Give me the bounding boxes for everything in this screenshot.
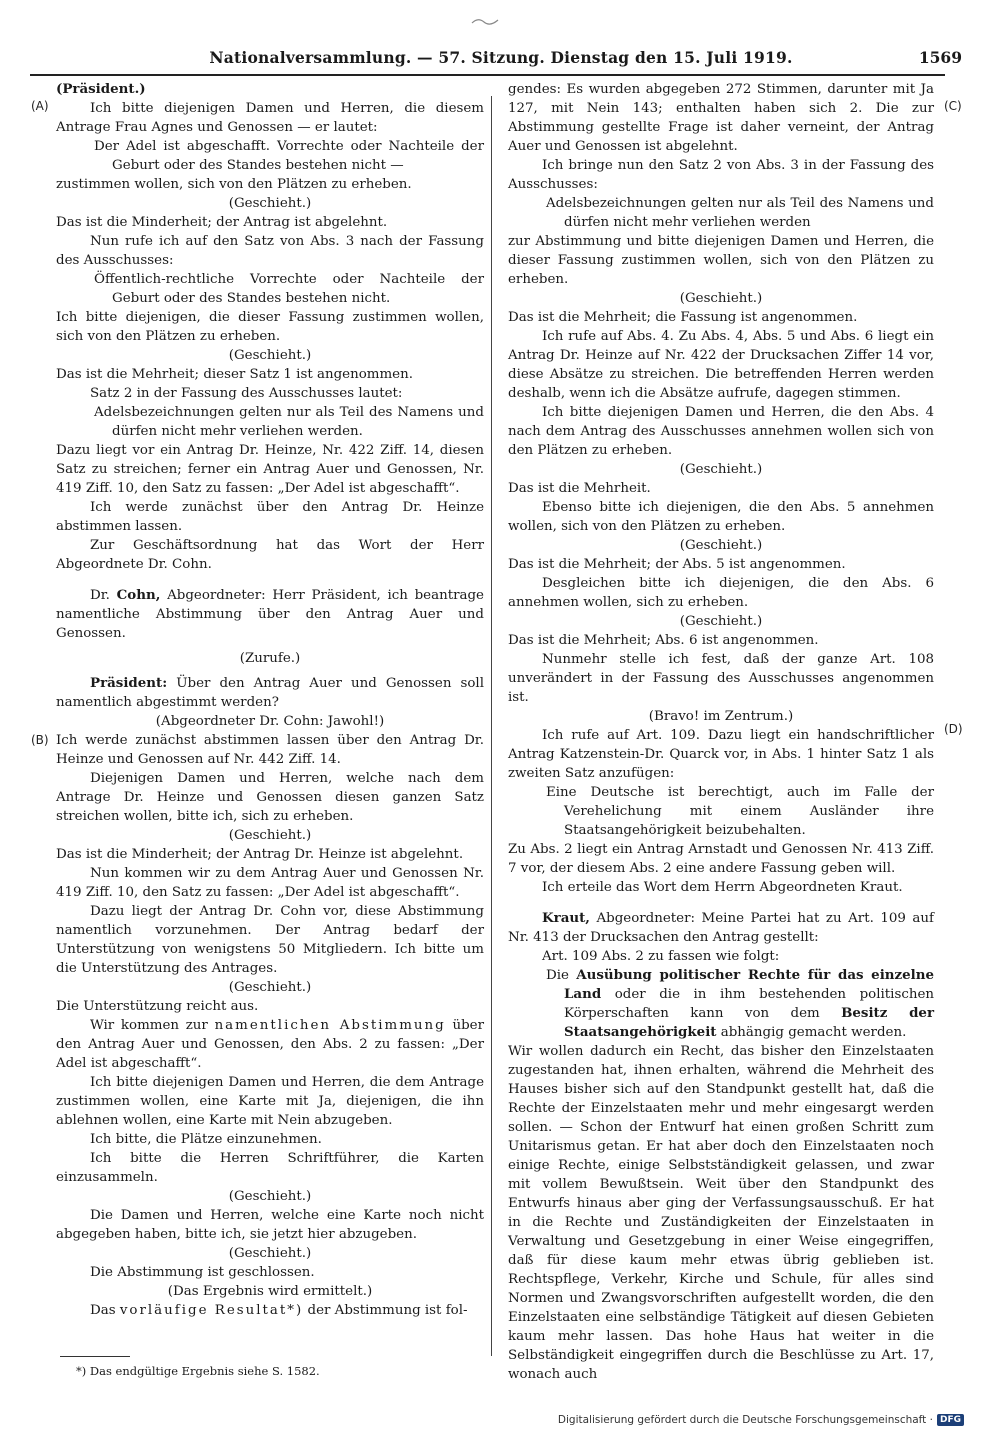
text-run: über den Antrag Auer und Genossen, den Abs. 2 zu fassen: „Der Adel ist abgeschafft“.	[56, 1018, 484, 1071]
stage-direction: (Geschieht.)	[679, 614, 763, 629]
paragraph: gendes: Es wurden abgegeben 272 Stimmen, darunter mit Ja 127, mit Nein 143; enthalten haben sich 2. Die zur Abstimmung gestellte Frage ist daher verneint, der Antrag Auer und Genossen ist abgelehnt.	[508, 82, 934, 154]
credit-text: Digitalisierung gefördert durch die Deutsche Forschungsgemeinschaft ·	[557, 1414, 933, 1426]
library-stamp	[470, 12, 500, 24]
paragraph: Ich werde zunächst abstimmen lassen über den Antrag Dr. Heinze und Genossen auf Nr. 442 Ziff. 14.	[56, 733, 484, 767]
stage-direction: (Geschieht.)	[679, 538, 763, 553]
dfg-logo: DFG	[937, 1414, 964, 1426]
stage-direction: (Geschieht.)	[228, 980, 312, 995]
stage-direction: (Zurufe.)	[239, 651, 301, 666]
paragraph: Nunmehr stelle ich fest, daß der ganze Art. 108 unverändert in der Fassung des Ausschusses angenommen ist.	[508, 652, 934, 705]
emphasis: vorläufige Resultat*)	[119, 1303, 304, 1318]
stage-direction: (Geschieht.)	[679, 462, 763, 477]
speech-text: Abgeordneter: Herr Präsident, ich beantrage namentliche Abstimmung über den Antrag Auer und Genossen.	[56, 588, 484, 641]
paragraph: zur Abstimmung und bitte diejenigen Damen und Herren, die dieser Fassung zustimmen wollen, sich von den Plätzen zu erheben.	[508, 234, 934, 287]
text-run: oder die in ihm bestehenden politischen Körperschaften kann von dem	[564, 987, 934, 1021]
paragraph: Nun kommen wir zu dem Antrag Auer und Genossen Nr. 419 Ziff. 10, den Satz zu fassen: „Der Adel ist abgeschafft“.	[56, 866, 484, 900]
paragraph: Diejenigen Damen und Herren, welche nach dem Antrage Dr. Heinze und Genossen diesen ganzen Satz streichen wollen, bitte ich, sich zu erheben.	[56, 771, 484, 824]
paragraph: zustimmen wollen, sich von den Plätzen zu erheben.	[56, 177, 412, 192]
footnote-rule	[60, 1356, 130, 1357]
paragraph: Das ist die Mehrheit; Abs. 6 ist angenommen.	[508, 633, 819, 648]
paragraph: Die Abstimmung ist geschlossen.	[90, 1265, 315, 1280]
speech-cohn	[56, 586, 484, 643]
speech-text: Über den Antrag Auer und Genossen soll namentlich abgestimmt werden?	[56, 676, 484, 710]
text-run: Das	[90, 1303, 116, 1318]
paragraph	[56, 1016, 484, 1073]
stage-direction: (Geschieht.)	[228, 828, 312, 843]
paragraph: Das ist die Mehrheit; der Abs. 5 ist angenommen.	[508, 557, 846, 572]
stage-direction: (Abgeordneter Dr. Cohn: Jawohl!)	[155, 714, 385, 729]
speech-kraut	[508, 909, 934, 947]
paragraph: Das ist die Mehrheit; dieser Satz 1 ist angenommen.	[56, 367, 413, 382]
paragraph: Wir wollen dadurch ein Recht, das bisher den Einzelstaaten zugestanden hat, ihnen erhalten, während die Mehrheit des Hauses bisher sich auf den Standpunkt gestellt hat, daß die Rechte der Einzelstaaten mehr und mehr eingesargt werden sollen. — Schon der Entwurf hat einen großen Schritt zum Unitarismus getan. Er hat aber doch den Einzelstaaten noch einige Rechte, einige Selbstständigkeit gelassen, und zwar mit vollem Bewußtsein. Weit über den Standpunkt des Entwurfs hinaus aber ging der Verfassungsausschuß. Er hat in die Rechte und Zuständigkeiten der Einzelstaaten in Verwaltung und Gesetzgebung in einer Weise eingegriffen, daß für diese kaum mehr etwas übrig geblieben ist. Rechtspflege, Verkehr, Kirche und Schule, für alles sind Normen und Zwangsvorschriften aufgestellt worden, die den Einzelstaaten eine selbständige Tätigkeit auf diesen Gebieten kaum mehr lassen. Das hohe Haus hat weiter in die Selbständigkeit eingegriffen durch die Beschlüsse zu Art. 17, wonach auch	[508, 1044, 934, 1382]
text-run: Wir kommen zur	[90, 1018, 208, 1033]
text-run: der Abstimmung ist fol-	[307, 1303, 468, 1318]
quoted-motion: Eine Deutsche ist berechtigt, auch im Falle der Verehelichung mit einem Ausländer ihre Staatsangehörigkeit beizubehalten.	[546, 785, 934, 838]
margin-marker-b: (B)	[31, 733, 49, 747]
paragraph: Ich bitte, die Plätze einzunehmen.	[90, 1132, 322, 1147]
paragraph: Ich bitte diejenigen Damen und Herren, die den Abs. 4 nach dem Antrag des Ausschusses annehmen wollen sich von den Plätzen zu erheben.	[508, 405, 934, 458]
paragraph: Das ist die Minderheit; der Antrag Dr. Heinze ist abgelehnt.	[56, 847, 464, 862]
speaker-context: (Präsident.)	[56, 81, 146, 97]
column-divider	[491, 96, 492, 1356]
right-column	[508, 80, 934, 1384]
digitization-credit	[558, 1414, 964, 1426]
paragraph: Das ist die Mehrheit.	[508, 481, 651, 496]
text-run: abhängig gemacht werden.	[720, 1025, 907, 1040]
quoted-motion: Der Adel ist abgeschafft. Vorrechte oder Nachteile der Geburt oder des Standes bestehen nicht —	[94, 139, 484, 173]
paragraph: Zur Geschäftsordnung hat das Wort der Herr Abgeordnete Dr. Cohn.	[56, 538, 484, 572]
paragraph: Ich bitte diejenigen Damen und Herren, die diesem Antrage Frau Agnes und Genossen — er lautet:	[56, 101, 484, 135]
paragraph: Ich rufe auf Art. 109. Dazu liegt ein handschriftlicher Antrag Katzenstein-Dr. Quarck vor, in Abs. 1 hinter Satz 1 als zweiten Satz anzufügen:	[508, 728, 934, 781]
paragraph: Dazu liegt vor ein Antrag Dr. Heinze, Nr. 422 Ziff. 14, diesen Satz zu streichen; ferner ein Antrag Auer und Genossen, Nr. 419 Ziff. 10, den Satz zu fassen: „Der Adel ist abgeschafft“.	[56, 443, 484, 496]
page-number: 1569	[918, 48, 962, 67]
paragraph: Art. 109 Abs. 2 zu fassen wie folgt:	[542, 949, 780, 964]
stage-direction: (Das Ergebnis wird ermittelt.)	[167, 1284, 373, 1299]
paragraph: Desgleichen bitte ich diejenigen, die den Abs. 6 annehmen wollen, sich zu erheben.	[508, 576, 934, 610]
speaker-title: Dr.	[90, 588, 110, 603]
paragraph: Das ist die Minderheit; der Antrag ist abgelehnt.	[56, 215, 388, 230]
paragraph: Dazu liegt der Antrag Dr. Cohn vor, diese Abstimmung namentlich vorzunehmen. Der Antrag bedarf der Unterstützung von wenigstens 50 Mitgliedern. Ich bitte um die Unterstützung des Antrages.	[56, 904, 484, 976]
paragraph: Nun rufe ich auf den Satz von Abs. 3 nach der Fassung des Ausschusses:	[56, 234, 484, 268]
paragraph: Ich bringe nun den Satz 2 von Abs. 3 in der Fassung des Ausschusses:	[508, 158, 934, 192]
stage-direction: (Geschieht.)	[228, 1246, 312, 1261]
paragraph: Satz 2 in der Fassung des Ausschusses lautet:	[90, 386, 403, 401]
margin-marker-c: (C)	[944, 99, 962, 113]
paragraph	[56, 1301, 484, 1320]
paragraph: Das ist die Mehrheit; die Fassung ist angenommen.	[508, 310, 858, 325]
stage-direction: (Geschieht.)	[228, 1189, 312, 1204]
stage-direction: (Geschieht.)	[679, 291, 763, 306]
text-run: Die	[546, 968, 569, 983]
speaker-name: Cohn,	[116, 587, 161, 603]
paragraph: Ich bitte diejenigen Damen und Herren, die dem Antrage zustimmen wollen, eine Karte mit Ja, diejenigen, die ihn ablehnen wollen, eine Karte mit Nein abzugeben.	[56, 1075, 484, 1128]
paragraph: Die Unterstützung reicht aus.	[56, 999, 259, 1014]
footnote: *) Das endgültige Ergebnis siehe S. 1582.	[76, 1364, 320, 1378]
speaker-name: Kraut,	[542, 910, 590, 926]
emphasis: Ausübung politischer Rechte für das einzelne Land	[564, 967, 934, 1002]
left-column	[56, 80, 484, 1320]
quoted-motion: Öffentlich-rechtliche Vorrechte oder Nachteile der Geburt oder des Standes bestehen nicht.	[94, 272, 484, 306]
running-title: Nationalversammlung. — 57. Sitzung. Dienstag den 15. Juli 1919.	[209, 48, 793, 67]
speech-text: Abgeordneter: Meine Partei hat zu Art. 109 auf Nr. 413 der Drucksachen den Antrag gestellt:	[508, 911, 934, 945]
quoted-motion	[508, 966, 934, 1042]
paragraph: Ich bitte die Herren Schriftführer, die Karten einzusammeln.	[56, 1151, 484, 1185]
page-header	[22, 48, 980, 72]
paragraph: Ebenso bitte ich diejenigen, die den Abs. 5 annehmen wollen, sich von den Plätzen zu erheben.	[508, 500, 934, 534]
emphasis: namentlichen Abstimmung	[214, 1018, 446, 1033]
paragraph: Ich erteile das Wort dem Herrn Abgeordneten Kraut.	[542, 880, 903, 895]
speech-president	[56, 674, 484, 712]
speaker-name: Präsident:	[90, 675, 168, 691]
stage-direction: (Bravo! im Zentrum.)	[648, 709, 794, 724]
paragraph: Die Damen und Herren, welche eine Karte noch nicht abgegeben haben, bitte ich, sie jetzt hier abzugeben.	[56, 1208, 484, 1242]
stage-direction: (Geschieht.)	[228, 348, 312, 363]
header-rule	[30, 74, 945, 76]
paragraph: Ich werde zunächst über den Antrag Dr. Heinze abstimmen lassen.	[56, 500, 484, 534]
quoted-motion: Adelsbezeichnungen gelten nur als Teil des Namens und dürfen nicht mehr verliehen werden.	[94, 405, 484, 439]
stage-direction: (Geschieht.)	[228, 196, 312, 211]
quoted-motion: Adelsbezeichnungen gelten nur als Teil des Namens und dürfen nicht mehr verliehen werden	[546, 196, 934, 230]
paragraph: Ich rufe auf Abs. 4. Zu Abs. 4, Abs. 5 und Abs. 6 liegt ein Antrag Dr. Heinze auf Nr. 422 der Drucksachen Ziffer 14 vor, diese Absätze zu streichen. Die betreffenden Herren werden deshalb, wenn ich die Absätze aufrufe, dagegen stimmen.	[508, 329, 934, 401]
margin-marker-a: (A)	[31, 99, 49, 113]
paragraph: Zu Abs. 2 liegt ein Antrag Arnstadt und Genossen Nr. 413 Ziff. 7 vor, der diesem Abs. 2 eine andere Fassung geben will.	[508, 842, 934, 876]
margin-marker-d: (D)	[944, 722, 963, 736]
emphasis: Besitz der Staatsangehörigkeit	[564, 1005, 935, 1040]
paragraph: Ich bitte diejenigen, die dieser Fassung zustimmen wollen, sich von den Plätzen zu erheben.	[56, 310, 484, 344]
